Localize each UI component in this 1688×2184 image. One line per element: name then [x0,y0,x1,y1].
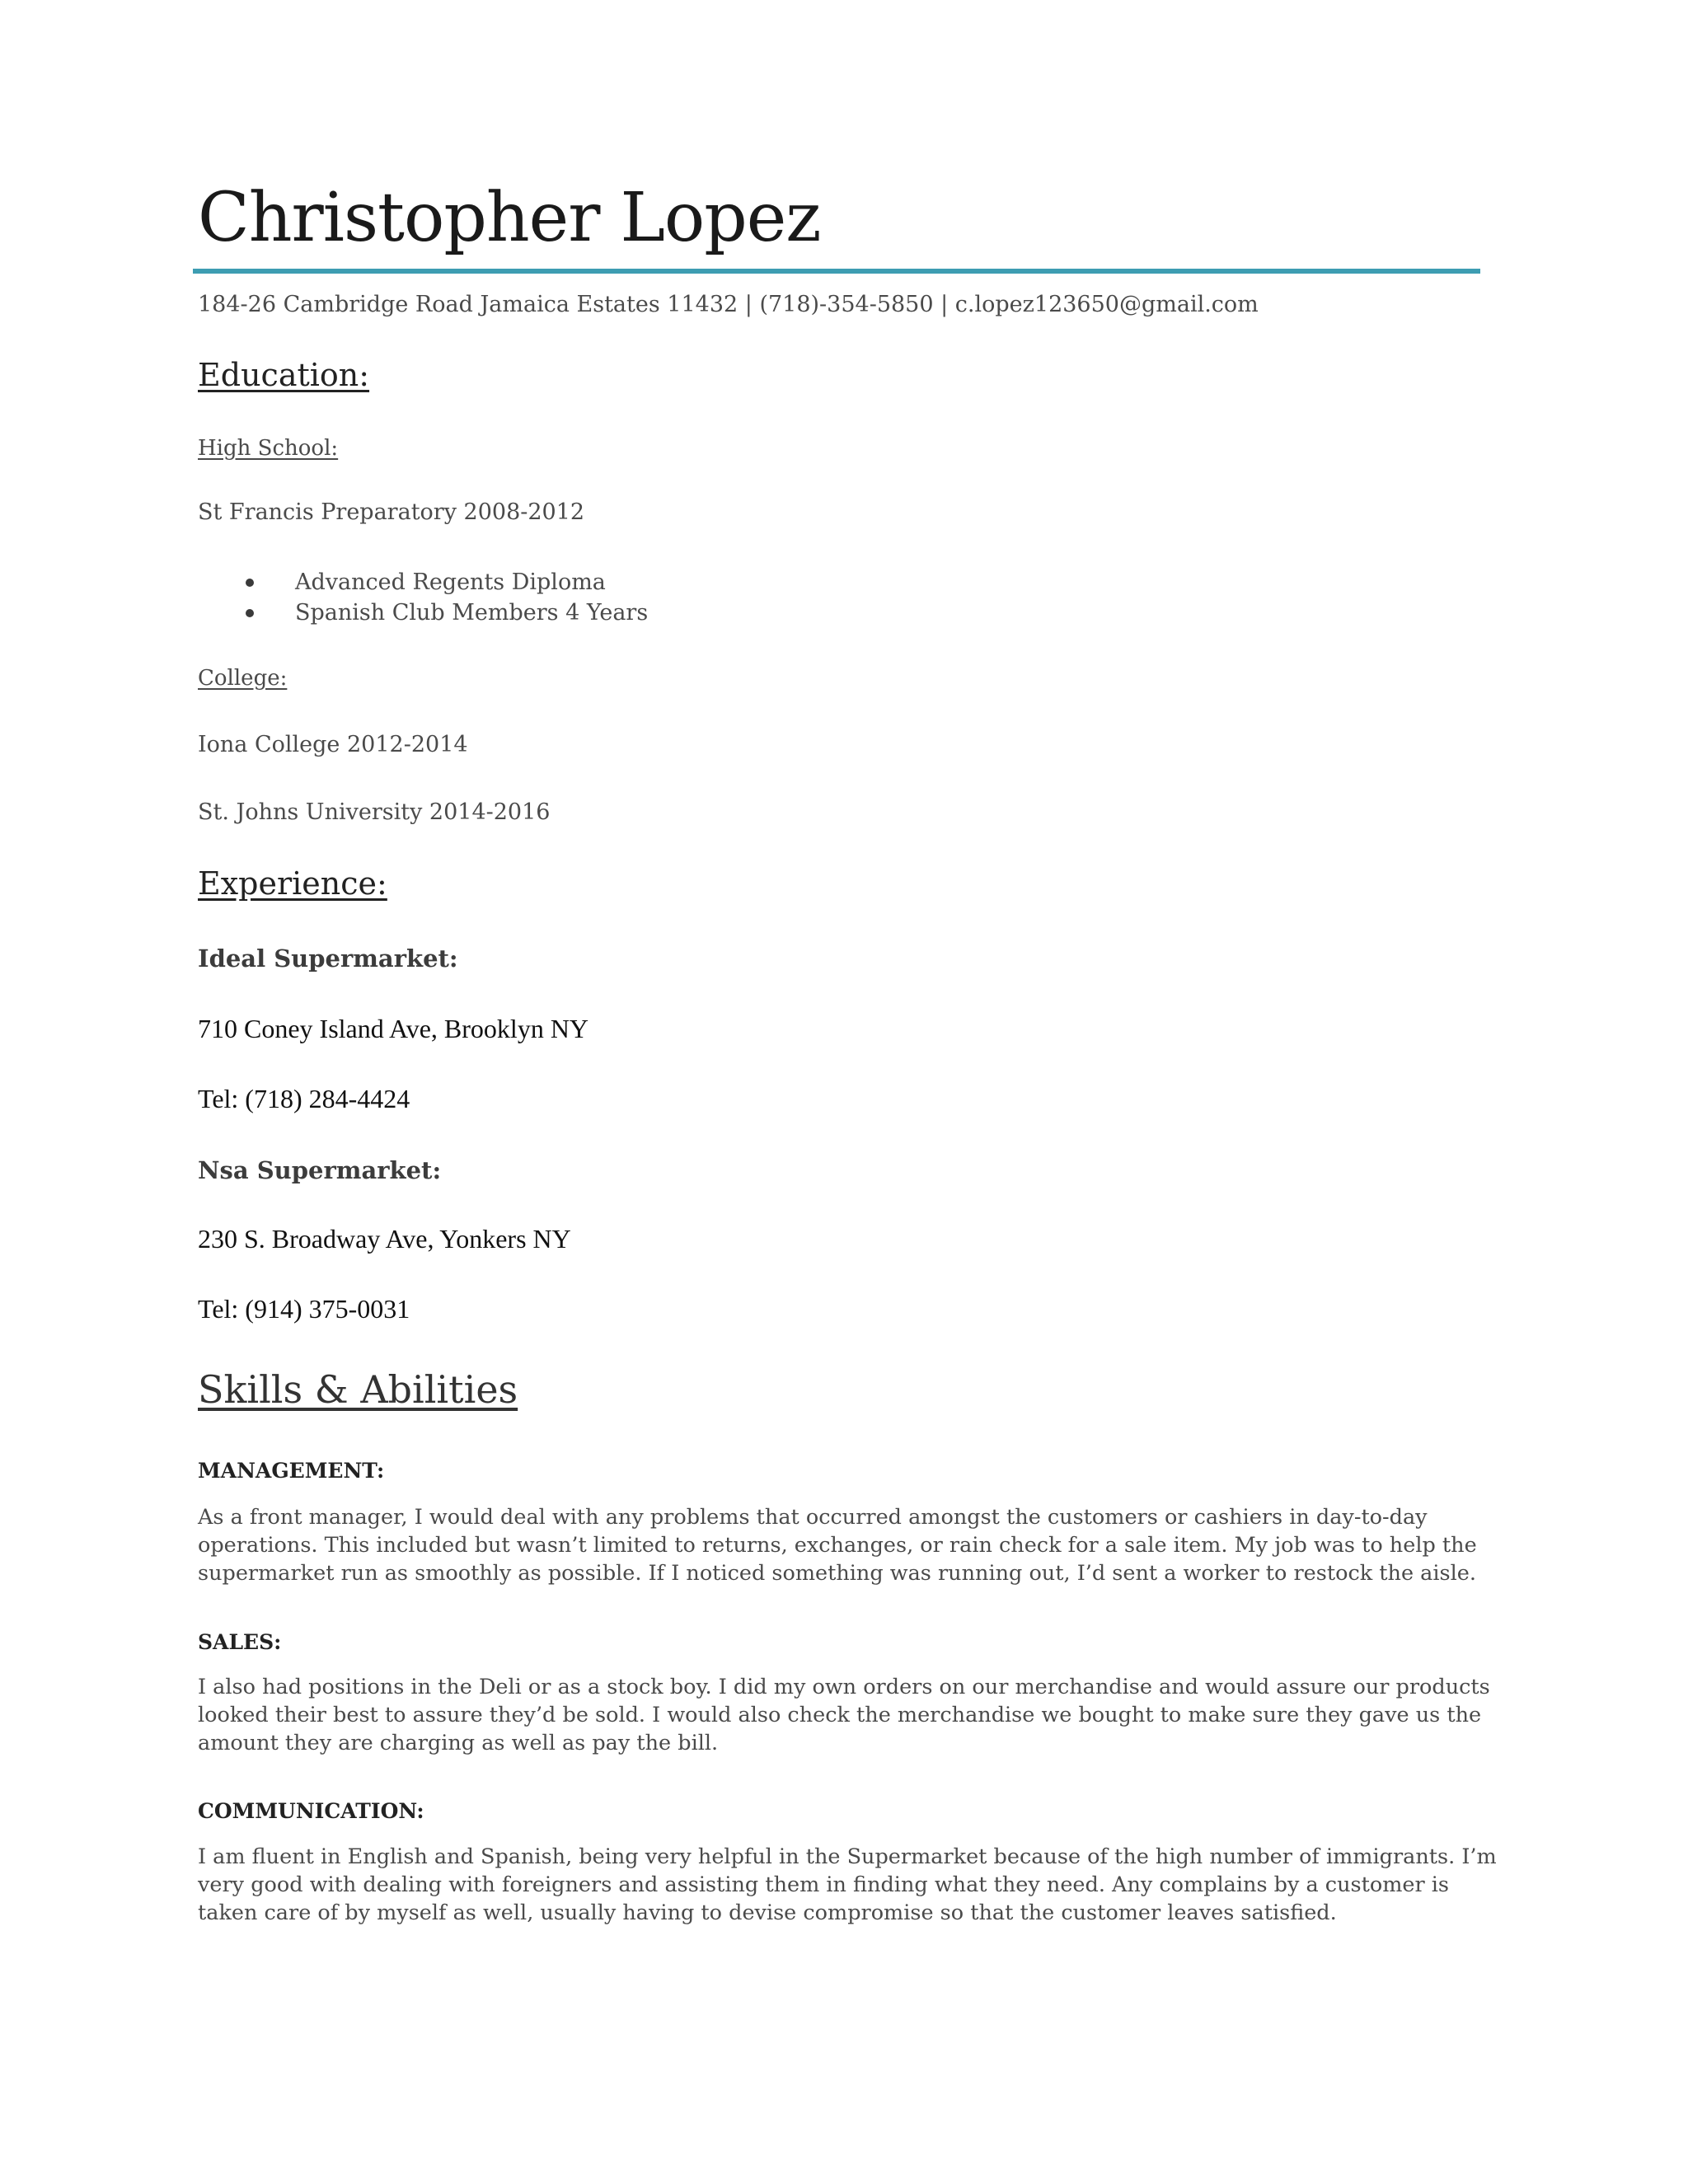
company-name: Ideal Supermarket: [198,944,458,972]
contact-line: 184-26 Cambridge Road Jamaica Estates 11432 | (718)-354-5850 | c.lopez123650@gmail.com [198,292,1259,317]
paragraph-line: supermarket run as smoothly as possible. If I noticed something was running out, I’d sent a worker to restock the aisle. [198,1561,1476,1586]
high-school-label: High School: [198,436,339,461]
list-item [198,567,648,598]
paragraph-line: taken care of by myself as well, usually having to devise compromise so that the customer leaves satisfied. [198,1900,1337,1925]
paragraph-line: I am fluent in English and Spanish, being very helpful in the Supermarket because of the high number of immigrants. I’m [198,1844,1497,1869]
skill-heading: SALES: [198,1630,282,1654]
experience-heading: Experience: [198,865,387,902]
paragraph-line: I also had positions in the Deli or as a stock boy. I did my own orders on our merchandise and would assure our products [198,1675,1490,1699]
college-entry: Iona College 2012-2014 [198,732,468,757]
resume-page [198,0,1497,2184]
company-name: Nsa Supermarket: [198,1156,442,1184]
high-school-list [198,567,648,628]
paragraph-line: As a front manager, I would deal with any problems that occurred amongst the customers or cashiers in day-to-day [198,1505,1428,1530]
list-item-text: Advanced Regents Diploma [295,569,606,595]
skill-paragraph [198,1843,1497,1927]
college-label: College: [198,666,288,691]
skills-heading: Skills & Abilities [198,1367,518,1412]
education-heading: Education: [198,357,370,393]
bullet-icon [246,609,254,617]
skill-paragraph [198,1503,1484,1587]
header-rule [193,269,1480,274]
paragraph-line: looked their best to assure they’d be sold. I would also check the merchandise we bought to make sure they gave us the [198,1703,1482,1727]
college-entry: St. Johns University 2014-2016 [198,799,551,825]
company-phone: Tel: (914) 375-0031 [198,1294,410,1324]
paragraph-line: very good with dealing with foreigners and assisting them in finding what they need. Any complains by a customer is [198,1872,1449,1897]
list-item-text: Spanish Club Members 4 Years [295,600,649,626]
company-address: 710 Coney Island Ave, Brooklyn NY [198,1014,589,1043]
resume-name: Christopher Lopez [198,179,821,257]
skill-paragraph [198,1673,1490,1757]
company-phone: Tel: (718) 284-4424 [198,1084,410,1113]
company-address: 230 S. Broadway Ave, Yonkers NY [198,1224,571,1254]
high-school-entry: St Francis Preparatory 2008-2012 [198,499,585,525]
paragraph-line: operations. This included but wasn’t limited to returns, exchanges, or rain check for a sale item. My job was to help the [198,1533,1477,1558]
paragraph-line: amount they are charging as well as pay the bill. [198,1731,719,1755]
skill-heading: MANAGEMENT: [198,1459,385,1483]
bullet-icon [246,579,254,587]
skill-heading: COMMUNICATION: [198,1799,424,1823]
list-item [198,598,648,628]
